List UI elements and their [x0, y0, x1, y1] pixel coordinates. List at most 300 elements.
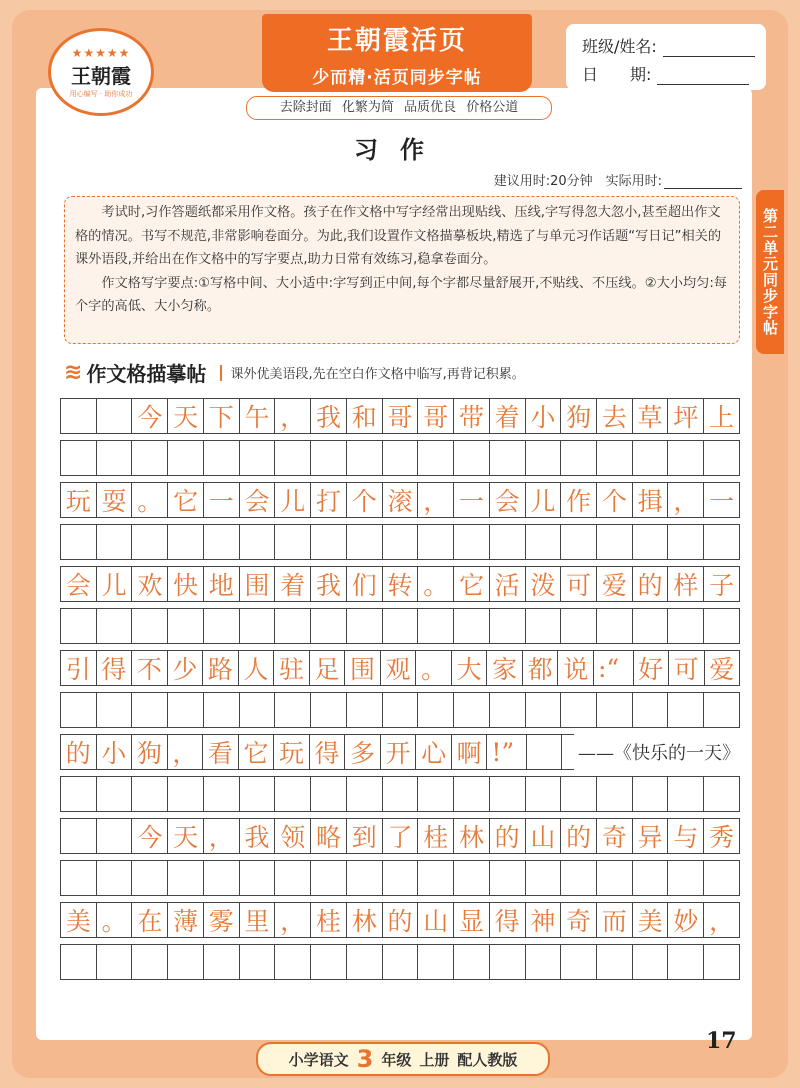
intro-box — [64, 196, 740, 344]
blank-cell[interactable] — [454, 861, 490, 895]
trace-cell: 坪 — [668, 399, 704, 433]
trace-cell: 耍 — [97, 483, 133, 517]
trace-cell: 显 — [454, 903, 490, 937]
blank-cell[interactable] — [61, 945, 97, 979]
blank-cell[interactable] — [240, 861, 276, 895]
blank-cell[interactable] — [204, 777, 240, 811]
trace-cell: 它 — [168, 483, 204, 517]
blank-cell[interactable] — [311, 861, 347, 895]
trace-cell: 狗 — [132, 735, 168, 769]
trace-cell: 上 — [709, 403, 735, 432]
trace-cell: 们 — [347, 567, 383, 601]
trace-cell: 引 — [61, 651, 97, 685]
blank-cell[interactable] — [168, 525, 204, 559]
blank-cell[interactable] — [668, 693, 704, 727]
blank-cell[interactable] — [490, 693, 526, 727]
blank-cell[interactable] — [490, 861, 526, 895]
trace-cell: 个 — [597, 483, 633, 517]
trace-cell: 少 — [168, 651, 204, 685]
section-heading — [64, 358, 525, 387]
blank-practice-row — [60, 776, 740, 812]
trace-cell: 。 — [132, 483, 168, 517]
trace-cell: 它 — [239, 735, 275, 769]
footer-badge — [256, 1042, 550, 1076]
blank-cell[interactable] — [383, 861, 419, 895]
trace-cell: 狗 — [561, 399, 597, 433]
trace-cell — [97, 399, 133, 433]
blank-cell[interactable] — [561, 609, 597, 643]
trace-cell: 我 — [311, 567, 347, 601]
trace-row — [60, 566, 740, 602]
blank-cell[interactable] — [526, 693, 562, 727]
blank-cell[interactable] — [597, 777, 633, 811]
trace-cell: 样 — [668, 567, 704, 601]
blank-cell[interactable] — [704, 777, 739, 811]
trace-cell: 的 — [490, 819, 526, 853]
wave-icon: ≋ — [64, 360, 83, 385]
trace-cell: 个 — [347, 483, 383, 517]
trace-cell: 一 — [454, 483, 490, 517]
trace-cell — [61, 819, 97, 853]
trace-cell: 啊 — [452, 735, 488, 769]
trace-cell: ， — [275, 903, 311, 937]
name-label: 班级/姓名: — [582, 37, 657, 56]
trace-cell: 人 — [239, 651, 275, 685]
blank-cell[interactable] — [347, 945, 383, 979]
trace-row — [60, 650, 740, 686]
blank-cell[interactable] — [311, 945, 347, 979]
trace-cell: 儿 — [526, 483, 562, 517]
trace-cell: 活 — [490, 567, 526, 601]
blank-cell[interactable] — [418, 441, 454, 475]
publisher-logo — [48, 28, 154, 116]
trace-cell: ， — [275, 399, 311, 433]
blank-cell[interactable] — [204, 609, 240, 643]
blank-cell[interactable] — [97, 945, 133, 979]
blank-cell[interactable] — [597, 693, 633, 727]
trace-cell: 子 — [709, 571, 735, 600]
blank-cell[interactable] — [704, 693, 739, 727]
trace-cell: 带 — [454, 399, 490, 433]
blank-cell[interactable] — [490, 945, 526, 979]
trace-cell: 。 — [97, 903, 133, 937]
trace-cell: 。 — [416, 651, 452, 685]
blank-cell[interactable] — [347, 693, 383, 727]
blank-cell[interactable] — [418, 777, 454, 811]
blank-cell[interactable] — [275, 609, 311, 643]
trace-cell: 可 — [669, 651, 705, 685]
blank-cell[interactable] — [454, 525, 490, 559]
trace-cell: 地 — [204, 567, 240, 601]
trace-cell: 奇 — [597, 819, 633, 853]
trace-cell: ， — [204, 819, 240, 853]
blank-cell[interactable] — [704, 441, 739, 475]
blank-cell[interactable] — [597, 609, 633, 643]
blank-cell[interactable] — [561, 945, 597, 979]
blank-cell[interactable] — [418, 609, 454, 643]
blank-cell[interactable] — [132, 441, 168, 475]
blank-cell[interactable] — [490, 525, 526, 559]
trace-cell: 天 — [168, 819, 204, 853]
blank-cell[interactable] — [704, 609, 739, 643]
blank-cell[interactable] — [61, 693, 97, 727]
trace-cell: 玩 — [274, 735, 310, 769]
trace-cell: 玩 — [61, 483, 97, 517]
blank-cell[interactable] — [633, 945, 669, 979]
trace-cell: 围 — [240, 567, 276, 601]
blank-cell[interactable] — [633, 693, 669, 727]
trace-cell: 大 — [452, 651, 488, 685]
blank-cell[interactable] — [97, 609, 133, 643]
trace-cell: 的 — [61, 735, 97, 769]
trace-cell: 哥 — [383, 399, 419, 433]
blank-cell[interactable] — [597, 945, 633, 979]
blank-cell[interactable] — [311, 441, 347, 475]
trace-cell: 而 — [597, 903, 633, 937]
blank-cell[interactable] — [633, 525, 669, 559]
blank-cell[interactable] — [275, 777, 311, 811]
trace-cell: 可 — [561, 567, 597, 601]
trace-cell: 得 — [490, 903, 526, 937]
blank-cell[interactable] — [168, 441, 204, 475]
blank-cell[interactable] — [633, 441, 669, 475]
blank-cell[interactable] — [561, 525, 597, 559]
trace-cell: 都 — [523, 651, 559, 685]
trace-cell: 滚 — [383, 483, 419, 517]
blank-cell[interactable] — [418, 945, 454, 979]
trace-cell: 一 — [709, 487, 735, 516]
time-label: 建议用时:20分钟 实际用时: — [493, 174, 662, 189]
blank-practice-row — [60, 860, 740, 896]
trace-cell: 路 — [203, 651, 239, 685]
trace-cell: 观 — [381, 651, 417, 685]
blank-cell[interactable] — [633, 777, 669, 811]
logo-name: 王朝霞 — [71, 63, 131, 88]
blank-cell[interactable] — [526, 945, 562, 979]
blank-cell[interactable] — [347, 525, 383, 559]
trace-cell: 打 — [311, 483, 347, 517]
trace-cell: 我 — [240, 819, 276, 853]
footer-edition: 配人教版 — [457, 1050, 518, 1069]
blank-cell[interactable] — [526, 441, 562, 475]
trace-cell: 儿 — [97, 567, 133, 601]
blank-cell[interactable] — [704, 525, 739, 559]
blank-cell[interactable] — [97, 441, 133, 475]
trace-cell: 看 — [203, 735, 239, 769]
blank-cell[interactable] — [240, 441, 276, 475]
trace-row — [60, 398, 740, 434]
blank-cell[interactable] — [132, 861, 168, 895]
page-number: 17 — [706, 1028, 737, 1054]
trace-cell: 我 — [311, 399, 347, 433]
trace-cell: 午 — [240, 399, 276, 433]
unit-side-tab: 第二单元同步字帖 — [756, 190, 784, 354]
blank-cell[interactable] — [704, 945, 739, 979]
trace-cell: 林 — [347, 903, 383, 937]
trace-cell: 泼 — [526, 567, 562, 601]
name-field[interactable] — [663, 40, 755, 57]
trace-cell — [61, 399, 97, 433]
date-label: 日 期: — [582, 65, 652, 84]
page-title: 习作 — [354, 135, 446, 164]
trace-cell: 天 — [168, 399, 204, 433]
blank-cell[interactable] — [132, 525, 168, 559]
blank-cell[interactable] — [597, 861, 633, 895]
trace-cell: 儿 — [275, 483, 311, 517]
trace-cell: 美 — [633, 903, 669, 937]
trace-cell: 作 — [561, 483, 597, 517]
blank-cell[interactable] — [61, 609, 97, 643]
trace-cell: 桂 — [311, 903, 347, 937]
trace-cell: 小 — [97, 735, 133, 769]
blank-cell[interactable] — [526, 609, 562, 643]
trace-cell: 心 — [416, 735, 452, 769]
trace-cell: 今 — [132, 819, 168, 853]
trace-row — [60, 482, 740, 518]
blank-practice-row — [60, 944, 740, 980]
blank-cell[interactable] — [240, 945, 276, 979]
trace-cell: 多 — [345, 735, 381, 769]
divider — [220, 365, 222, 381]
blank-cell[interactable] — [204, 693, 240, 727]
blank-cell[interactable] — [668, 777, 704, 811]
blank-cell[interactable] — [311, 777, 347, 811]
trace-cell: 小 — [526, 399, 562, 433]
trace-cell: 美 — [61, 903, 97, 937]
blank-cell[interactable] — [633, 609, 669, 643]
trace-cell: 下 — [204, 399, 240, 433]
trace-cell: 快 — [168, 567, 204, 601]
trace-cell: 说 — [558, 651, 594, 685]
trace-cell: 它 — [454, 567, 490, 601]
actual-time-field[interactable] — [664, 174, 742, 189]
blank-cell[interactable] — [668, 609, 704, 643]
blank-cell[interactable] — [61, 441, 97, 475]
trace-cell: 爱 — [597, 567, 633, 601]
blank-cell[interactable] — [526, 777, 562, 811]
trace-cell: :“ — [594, 651, 634, 685]
blank-cell[interactable] — [347, 609, 383, 643]
trace-cell: 里 — [240, 903, 276, 937]
footer-grade-label: 年级 — [381, 1050, 412, 1069]
blank-cell[interactable] — [168, 609, 204, 643]
trace-cell: ， — [418, 483, 454, 517]
blank-cell[interactable] — [454, 777, 490, 811]
blank-cell[interactable] — [275, 693, 311, 727]
blank-cell[interactable] — [311, 525, 347, 559]
intro-paragraph-2: 作文格写字要点:①写格中间、大小适中:字写到正中间,每个字都尽量舒展开,不贴线、不压线。②大小均匀:每个字的高低、大小匀称。 — [75, 275, 727, 314]
trace-cell: 足 — [310, 651, 346, 685]
trace-cell: 到 — [347, 819, 383, 853]
trace-cell: 开 — [381, 735, 417, 769]
blank-cell[interactable] — [347, 777, 383, 811]
trace-cell: 神 — [526, 903, 562, 937]
blank-practice-row — [60, 608, 740, 644]
trace-cell: 的 — [383, 903, 419, 937]
blank-cell[interactable] — [668, 945, 704, 979]
trace-cell: 与 — [668, 819, 704, 853]
blank-cell[interactable] — [383, 525, 419, 559]
blank-cell[interactable] — [275, 861, 311, 895]
blank-cell[interactable] — [561, 777, 597, 811]
blank-cell[interactable] — [204, 945, 240, 979]
trace-cell: 雾 — [204, 903, 240, 937]
trace-cell: 不 — [132, 651, 168, 685]
blank-cell[interactable] — [561, 441, 597, 475]
trace-cell: 得 — [310, 735, 346, 769]
trace-cell: 林 — [454, 819, 490, 853]
blank-cell[interactable] — [204, 441, 240, 475]
blank-cell[interactable] — [668, 861, 704, 895]
blank-cell[interactable] — [132, 945, 168, 979]
blank-cell[interactable] — [490, 609, 526, 643]
blank-cell[interactable] — [61, 861, 97, 895]
blank-cell[interactable] — [168, 693, 204, 727]
blank-cell[interactable] — [311, 609, 347, 643]
blank-cell[interactable] — [168, 945, 204, 979]
blank-cell[interactable] — [454, 441, 490, 475]
blank-cell[interactable] — [633, 861, 669, 895]
trace-cell: 异 — [633, 819, 669, 853]
blank-cell[interactable] — [168, 861, 204, 895]
section-description: 课外优美语段,先在空白作文格中临写,再背记积累。 — [230, 367, 525, 382]
brand-title: 王朝霞活页 — [326, 26, 467, 56]
star-icons: ★★★★★ — [71, 45, 131, 60]
student-info-box — [566, 24, 766, 90]
trace-cell: 一 — [204, 483, 240, 517]
blank-cell[interactable] — [490, 777, 526, 811]
blank-cell[interactable] — [240, 609, 276, 643]
blank-cell[interactable] — [97, 777, 133, 811]
trace-cell: 揖 — [633, 483, 669, 517]
blank-cell[interactable] — [347, 861, 383, 895]
trace-cell: 了 — [383, 819, 419, 853]
trace-row — [60, 818, 740, 854]
trace-cell: 好 — [634, 651, 670, 685]
time-info — [494, 170, 742, 189]
blank-cell[interactable] — [97, 525, 133, 559]
trace-cell: 在 — [132, 903, 168, 937]
blank-cell[interactable] — [454, 945, 490, 979]
trace-cell: 领 — [275, 819, 311, 853]
trace-cell: !” — [487, 735, 527, 769]
blank-cell[interactable] — [668, 441, 704, 475]
blank-cell[interactable] — [668, 525, 704, 559]
trace-cell: 围 — [345, 651, 381, 685]
trace-cell: 着 — [275, 567, 311, 601]
blank-cell[interactable] — [561, 693, 597, 727]
blank-cell[interactable] — [561, 861, 597, 895]
slogan-badge: 去除封面 化繁为简 品质优良 价格公道 — [246, 96, 552, 120]
blank-cell[interactable] — [132, 609, 168, 643]
trace-cell: 去 — [597, 399, 633, 433]
footer-subject: 小学语文 — [288, 1050, 349, 1069]
blank-cell[interactable] — [526, 861, 562, 895]
blank-cell[interactable] — [454, 693, 490, 727]
trace-cell: 秀 — [709, 823, 735, 852]
trace-cell: 妙 — [668, 903, 704, 937]
blank-practice-row — [60, 440, 740, 476]
blank-cell[interactable] — [418, 693, 454, 727]
footer-grade-number: 3 — [356, 1045, 374, 1073]
blank-cell[interactable] — [204, 861, 240, 895]
footer-term: 上册 — [419, 1050, 450, 1069]
blank-cell[interactable] — [490, 441, 526, 475]
blank-practice-row — [60, 524, 740, 560]
blank-cell[interactable] — [204, 525, 240, 559]
blank-cell[interactable] — [597, 525, 633, 559]
trace-cell: 的 — [561, 819, 597, 853]
blank-cell[interactable] — [240, 777, 276, 811]
blank-cell[interactable] — [275, 525, 311, 559]
logo-subtext: 用心编写 · 助你成功 — [69, 89, 133, 98]
blank-cell[interactable] — [132, 777, 168, 811]
blank-cell[interactable] — [704, 861, 739, 895]
blank-cell[interactable] — [597, 441, 633, 475]
blank-cell[interactable] — [168, 777, 204, 811]
trace-cell: 薄 — [168, 903, 204, 937]
trace-cell — [97, 819, 133, 853]
trace-cell: 会 — [490, 483, 526, 517]
blank-cell[interactable] — [383, 441, 419, 475]
blank-cell[interactable] — [454, 609, 490, 643]
blank-cell[interactable] — [61, 525, 97, 559]
blank-practice-row — [60, 692, 740, 728]
blank-cell[interactable] — [275, 441, 311, 475]
blank-cell[interactable] — [311, 693, 347, 727]
blank-cell[interactable] — [418, 861, 454, 895]
trace-cell: 今 — [132, 399, 168, 433]
trace-cell: 哥 — [418, 399, 454, 433]
brand-subtitle: 少而精·活页同步字帖 — [312, 68, 482, 88]
trace-cell — [527, 735, 563, 769]
date-field[interactable] — [657, 68, 749, 85]
trace-cell: 奇 — [561, 903, 597, 937]
section-title: 作文格描摹帖 — [86, 362, 207, 386]
blank-cell[interactable] — [383, 777, 419, 811]
blank-cell[interactable] — [240, 525, 276, 559]
trace-cell: 家 — [487, 651, 523, 685]
intro-paragraph-1: 考试时,习作答题纸都采用作文格。孩子在作文格中写字经常出现贴线、压线,字写得忽大忽小,甚至超出作文格的情况。书写不规范,非常影响卷面分。为此,我们设置作文格描摹板块,精选了与单元习作话题“写日记”相关的课外语段,并给出在作文格中的写字要点,助力日常有效练习,稳拿卷面分。 — [75, 205, 722, 267]
trace-cell: 得 — [97, 651, 133, 685]
trace-cell: 会 — [240, 483, 276, 517]
blank-cell[interactable] — [275, 945, 311, 979]
blank-cell[interactable] — [132, 693, 168, 727]
trace-cell: ， — [668, 483, 704, 517]
trace-cell: 草 — [633, 399, 669, 433]
trace-row — [60, 902, 740, 938]
trace-cell: 会 — [61, 567, 97, 601]
blank-cell[interactable] — [383, 693, 419, 727]
blank-cell[interactable] — [347, 441, 383, 475]
trace-cell: 略 — [311, 819, 347, 853]
trace-cell: 。 — [418, 567, 454, 601]
blank-cell[interactable] — [61, 777, 97, 811]
blank-cell[interactable] — [240, 693, 276, 727]
blank-cell[interactable] — [383, 609, 419, 643]
blank-cell[interactable] — [97, 693, 133, 727]
blank-cell[interactable] — [97, 861, 133, 895]
trace-cell: 山 — [418, 903, 454, 937]
trace-cell: 转 — [383, 567, 419, 601]
trace-cell: 爱 — [709, 655, 735, 684]
trace-cell: 桂 — [418, 819, 454, 853]
blank-cell[interactable] — [383, 945, 419, 979]
brand-banner — [262, 14, 532, 92]
blank-cell[interactable] — [526, 525, 562, 559]
blank-cell[interactable] — [418, 525, 454, 559]
trace-cell: 和 — [347, 399, 383, 433]
